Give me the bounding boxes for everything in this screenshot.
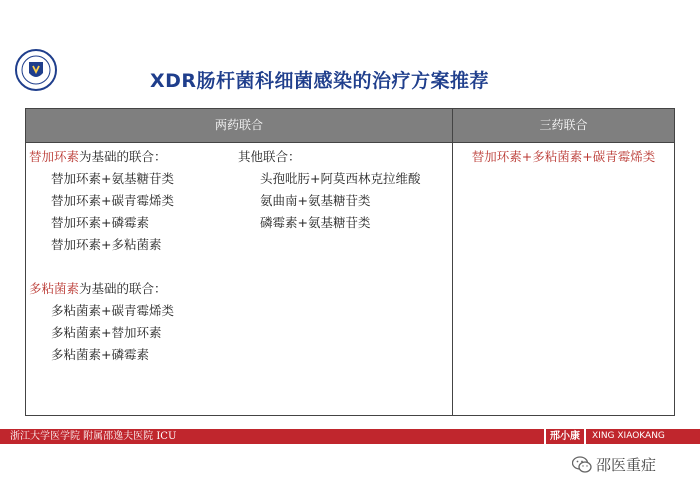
- polymyxin-group-heading: [29, 278, 167, 300]
- page-title: XDR肠杆菌科细菌感染的治疗方案推荐: [150, 70, 490, 92]
- list-item: 替加环素+磷霉素: [51, 215, 149, 230]
- footer-author-en: XING XIAOKANG: [592, 431, 665, 441]
- other-group-heading: 其他联合：: [238, 149, 301, 164]
- list-item: 磷霉素+氨基糖苷类: [260, 215, 371, 230]
- list-item: 多粘菌素+磷霉素: [51, 347, 149, 362]
- list-item: 替加环素+氨基糖苷类: [51, 171, 174, 186]
- polymyxin-heading-highlight: 多粘菌素: [29, 281, 80, 296]
- treatment-table: [25, 108, 675, 416]
- list-item: 多粘菌素+替加环素: [51, 325, 162, 340]
- polymyxin-heading-suffix: 为基础的联合：: [79, 281, 167, 296]
- header-two-drug: 两药联合: [214, 118, 263, 132]
- list-item: 多粘菌素+碳青霉烯类: [51, 303, 174, 318]
- tigecycline-group-heading: [29, 146, 167, 168]
- footer-institution: 浙江大学医学院 附属邵逸夫医院 ICU: [10, 431, 177, 442]
- hospital-logo-icon: [14, 48, 58, 92]
- list-item: 替加环素+多粘菌素: [51, 237, 162, 252]
- list-item: 氨曲南+氨基糖苷类: [260, 193, 371, 208]
- watermark-text: 邵医重症: [596, 456, 657, 474]
- wechat-icon: [572, 456, 592, 474]
- tigecycline-heading-suffix: 为基础的联合：: [79, 149, 167, 164]
- footer-bar: [0, 429, 700, 444]
- triple-combination: 替加环素+多粘菌素+碳青霉烯类: [471, 149, 656, 164]
- header-three-drug: 三药联合: [539, 118, 588, 132]
- list-item: 替加环素+碳青霉烯类: [51, 193, 174, 208]
- header-divider: [26, 142, 674, 143]
- list-item: 头孢吡肟+阿莫西林克拉维酸: [260, 171, 421, 186]
- table-header: [26, 109, 674, 142]
- tigecycline-heading-highlight: 替加环素: [29, 149, 80, 164]
- footer-author-cn: 邢小康: [544, 429, 586, 444]
